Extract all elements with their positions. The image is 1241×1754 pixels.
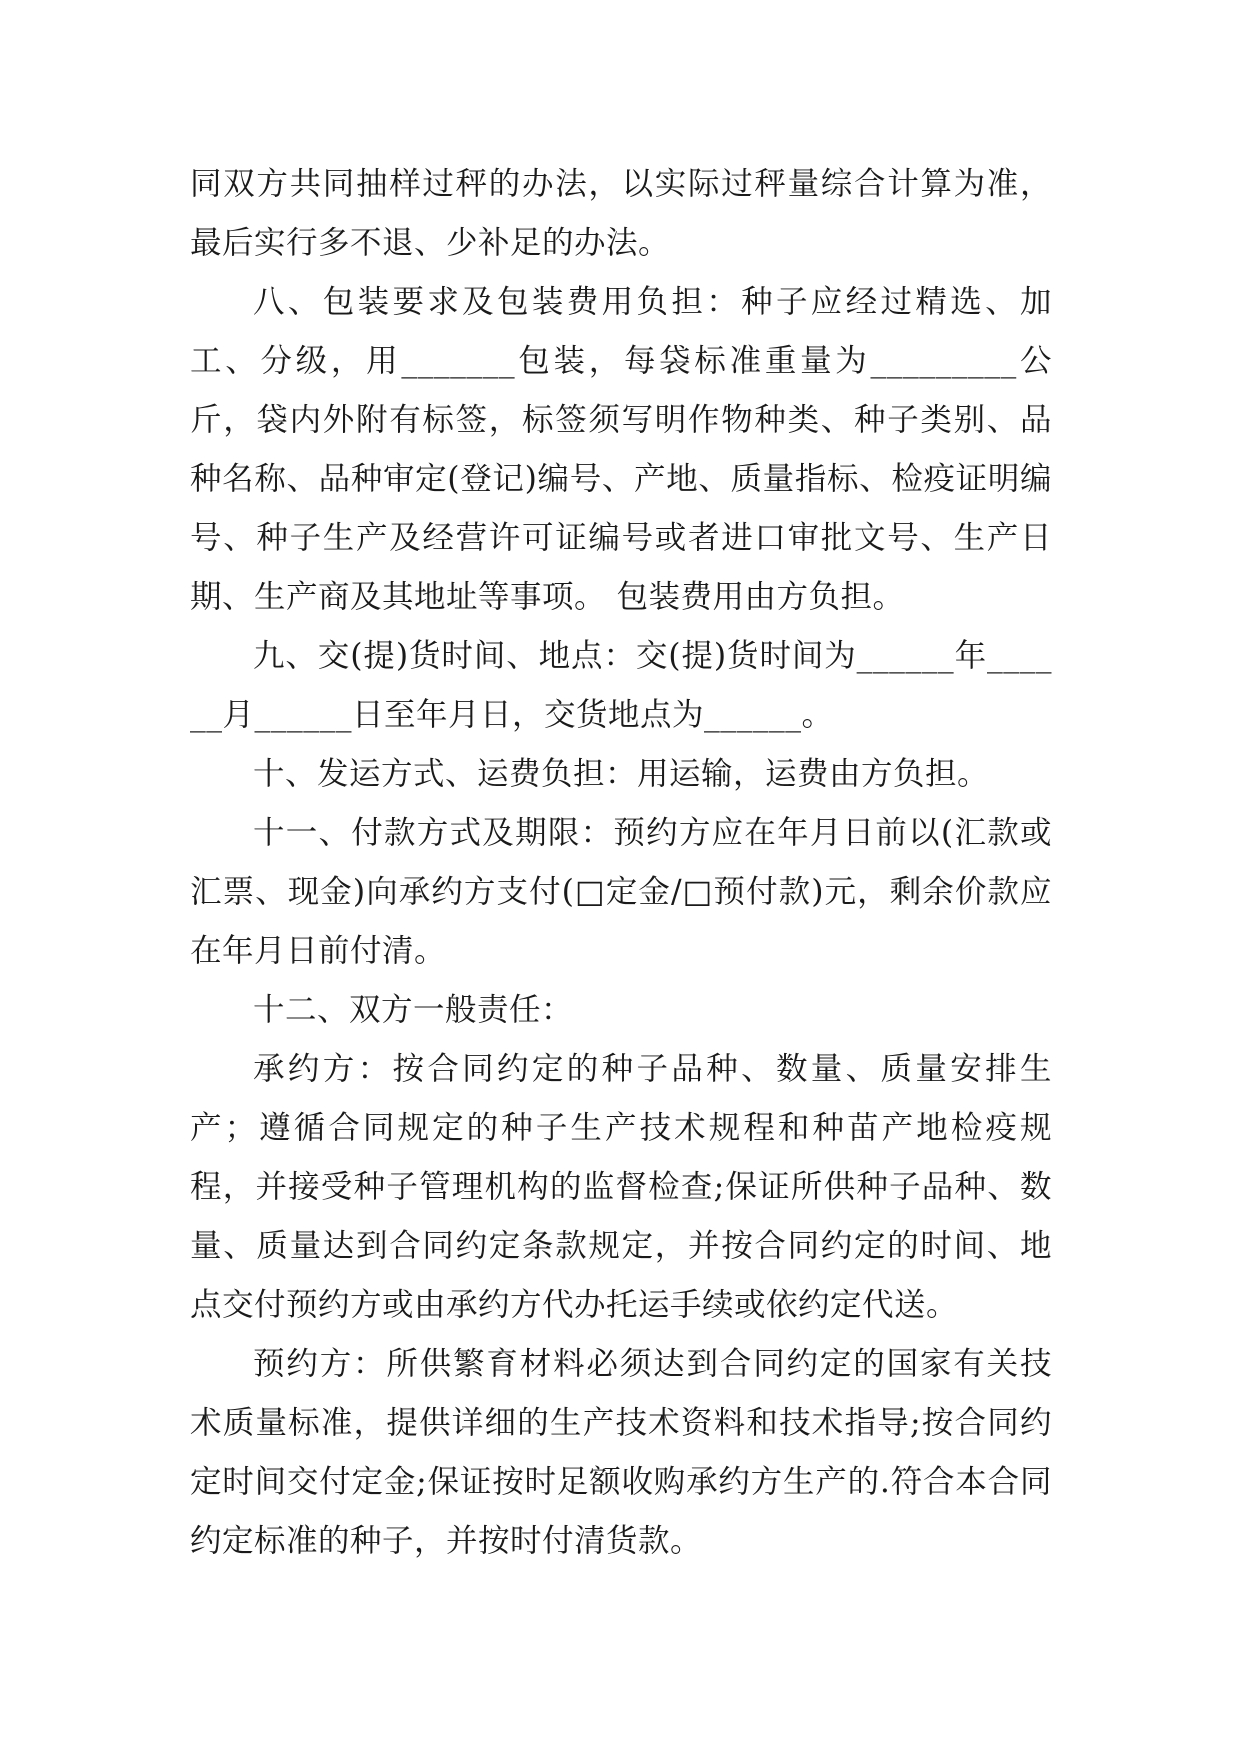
paragraph-delivery-time: 九、交(提)货时间、地点：交(提)货时间为______年______月______日至年月日，交货地点为______。 bbox=[190, 638, 1052, 733]
paragraph-contractor-duties: 承约方：按合同约定的种子品种、数量、质量安排生产；遵循合同规定的种子生产技术规程和种苗产地检疫规程，并接受种子管理机构的监督检查;保证所供种子品种、数量、质量达到合同约定条款规定，并按合同约定的时间、地点交付预约方或由承约方代办托运手续或依约定代送。 bbox=[190, 1051, 1052, 1323]
paragraph-continuation: 同双方共同抽样过秤的办法，以实际过秤量综合计算为准，最后实行多不退、少补足的办法。 bbox=[190, 166, 1052, 261]
paragraph-shipping: 十、发运方式、运费负担：用运输，运费由方负担。 bbox=[253, 756, 990, 792]
paragraph-responsibility-heading: 十二、双方一般责任： bbox=[253, 992, 574, 1028]
paragraph-packaging: 八、包装要求及包装费用负担：种子应经过精选、加工、分级，用_______包装，每袋标准重量为_________公斤，袋内外附有标签，标签须写明作物种类、种子类别、品种名称、品种审定(登记)编号、产地、质量指标、检疫证明编号、种子生产及经营许可证编号或者进口审批文号、生产日期、生产商及其地址等事项。 包装费用由方负担。 bbox=[190, 284, 1052, 615]
paragraph-purchaser-duties: 预约方：所供繁育材料必须达到合同约定的国家有关技术质量标准，提供详细的生产技术资料和技术指导;按合同约定时间交付定金;保证按时足额收购承约方生产的.符合本合同约定标准的种子，并按时付清货款。 bbox=[190, 1346, 1052, 1559]
paragraph-payment: 十一、付款方式及期限：预约方应在年月日前以(汇款或汇票、现金)向承约方支付(□定金/□预付款)元，剩余价款应在年月日前付清。 bbox=[190, 815, 1052, 969]
document-body bbox=[190, 155, 1052, 1571]
